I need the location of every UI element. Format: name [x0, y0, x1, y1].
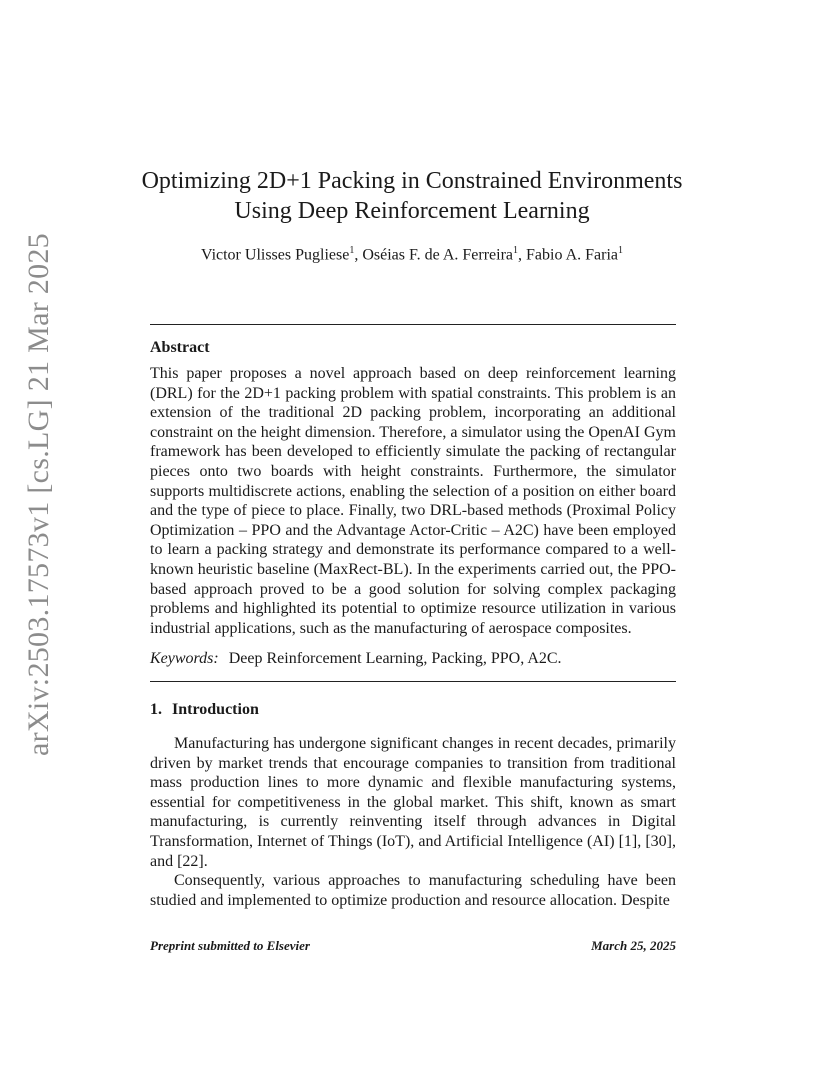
paragraph: Consequently, various approaches to manufacturing scheduling have been studied and implemented to optimize production and resource allocation. Despite	[150, 872, 676, 909]
section-heading-introduction	[150, 701, 259, 719]
abstract-top-rule	[150, 324, 676, 325]
abstract-bottom-rule	[150, 681, 676, 682]
author-name: Oséias F. de A. Ferreira	[362, 246, 514, 264]
footer-date: March 25, 2025	[591, 938, 676, 953]
abstract-heading: Abstract	[150, 339, 210, 356]
author-affiliation: 1	[349, 245, 355, 256]
keywords-text: Deep Reinforcement Learning, Packing, PPO, A2C.	[228, 650, 562, 667]
paper-title	[100, 166, 724, 226]
author-affiliation: 1	[618, 245, 624, 256]
author-name: Victor Ulisses Pugliese	[200, 246, 350, 264]
abstract-text: This paper proposes a novel approach based on deep reinforcement learning (DRL) for the 2D+1 packing problem with spatial constraints. This problem is an extension of the traditional 2D packing problem, incorporating an additional constraint on the height dimension. Therefore, a simulator using the OpenAI Gym framework has been developed to efficiently simulate the packing of rectangular pieces onto two boards with height constraints. Furthermore, the simulator supports multidiscrete actions, enabling the selection of a position on either board and the type of piece to place. Finally, two DRL-based methods (Proximal Policy Optimization – PPO and the Advantage Actor-Critic – A2C) have been employed to learn a packing strategy and demonstrate its performance compared to a well-known heuristic baseline (MaxRect-BL). In the experiments carried out, the PPO-based approach proved to be a good solution for solving complex packaging problems and highlighted its potential to optimize resource utilization in various industrial applications, such as the manufacturing of aerospace composites.	[150, 365, 676, 637]
footer-preprint-note: Preprint submitted to Elsevier	[150, 938, 310, 953]
section-title: Introduction	[172, 701, 259, 718]
paragraph: Manufacturing has undergone significant changes in recent decades, primarily driven by market trends that encourage companies to transition from traditional mass production lines to more dynamic and flexible manufacturing systems, essential for competitiveness in the global market. This shift, known as smart manufacturing, is currently reinventing itself through advances in Digital Transformation, Internet of Things (IoT), and Artificial Intelligence (AI) [1], [30], and [22].	[150, 735, 676, 870]
author-separator: ,	[354, 246, 363, 264]
author-list	[100, 245, 724, 264]
section-number: 1.	[150, 701, 162, 718]
author-affiliation: 1	[513, 245, 519, 256]
arxiv-identifier: arXiv:2503.17573v1 [cs.LG] 21 Mar 2025	[22, 233, 55, 756]
title-line-2: Using Deep Reinforcement Learning	[234, 198, 590, 224]
keywords-label: Keywords:	[150, 650, 219, 667]
keywords-line	[150, 650, 562, 668]
author-separator: ,	[518, 246, 527, 264]
title-line-1: Optimizing 2D+1 Packing in Constrained Environments	[141, 168, 683, 194]
author-name: Fabio A. Faria	[526, 246, 619, 264]
introduction-body	[150, 734, 676, 910]
